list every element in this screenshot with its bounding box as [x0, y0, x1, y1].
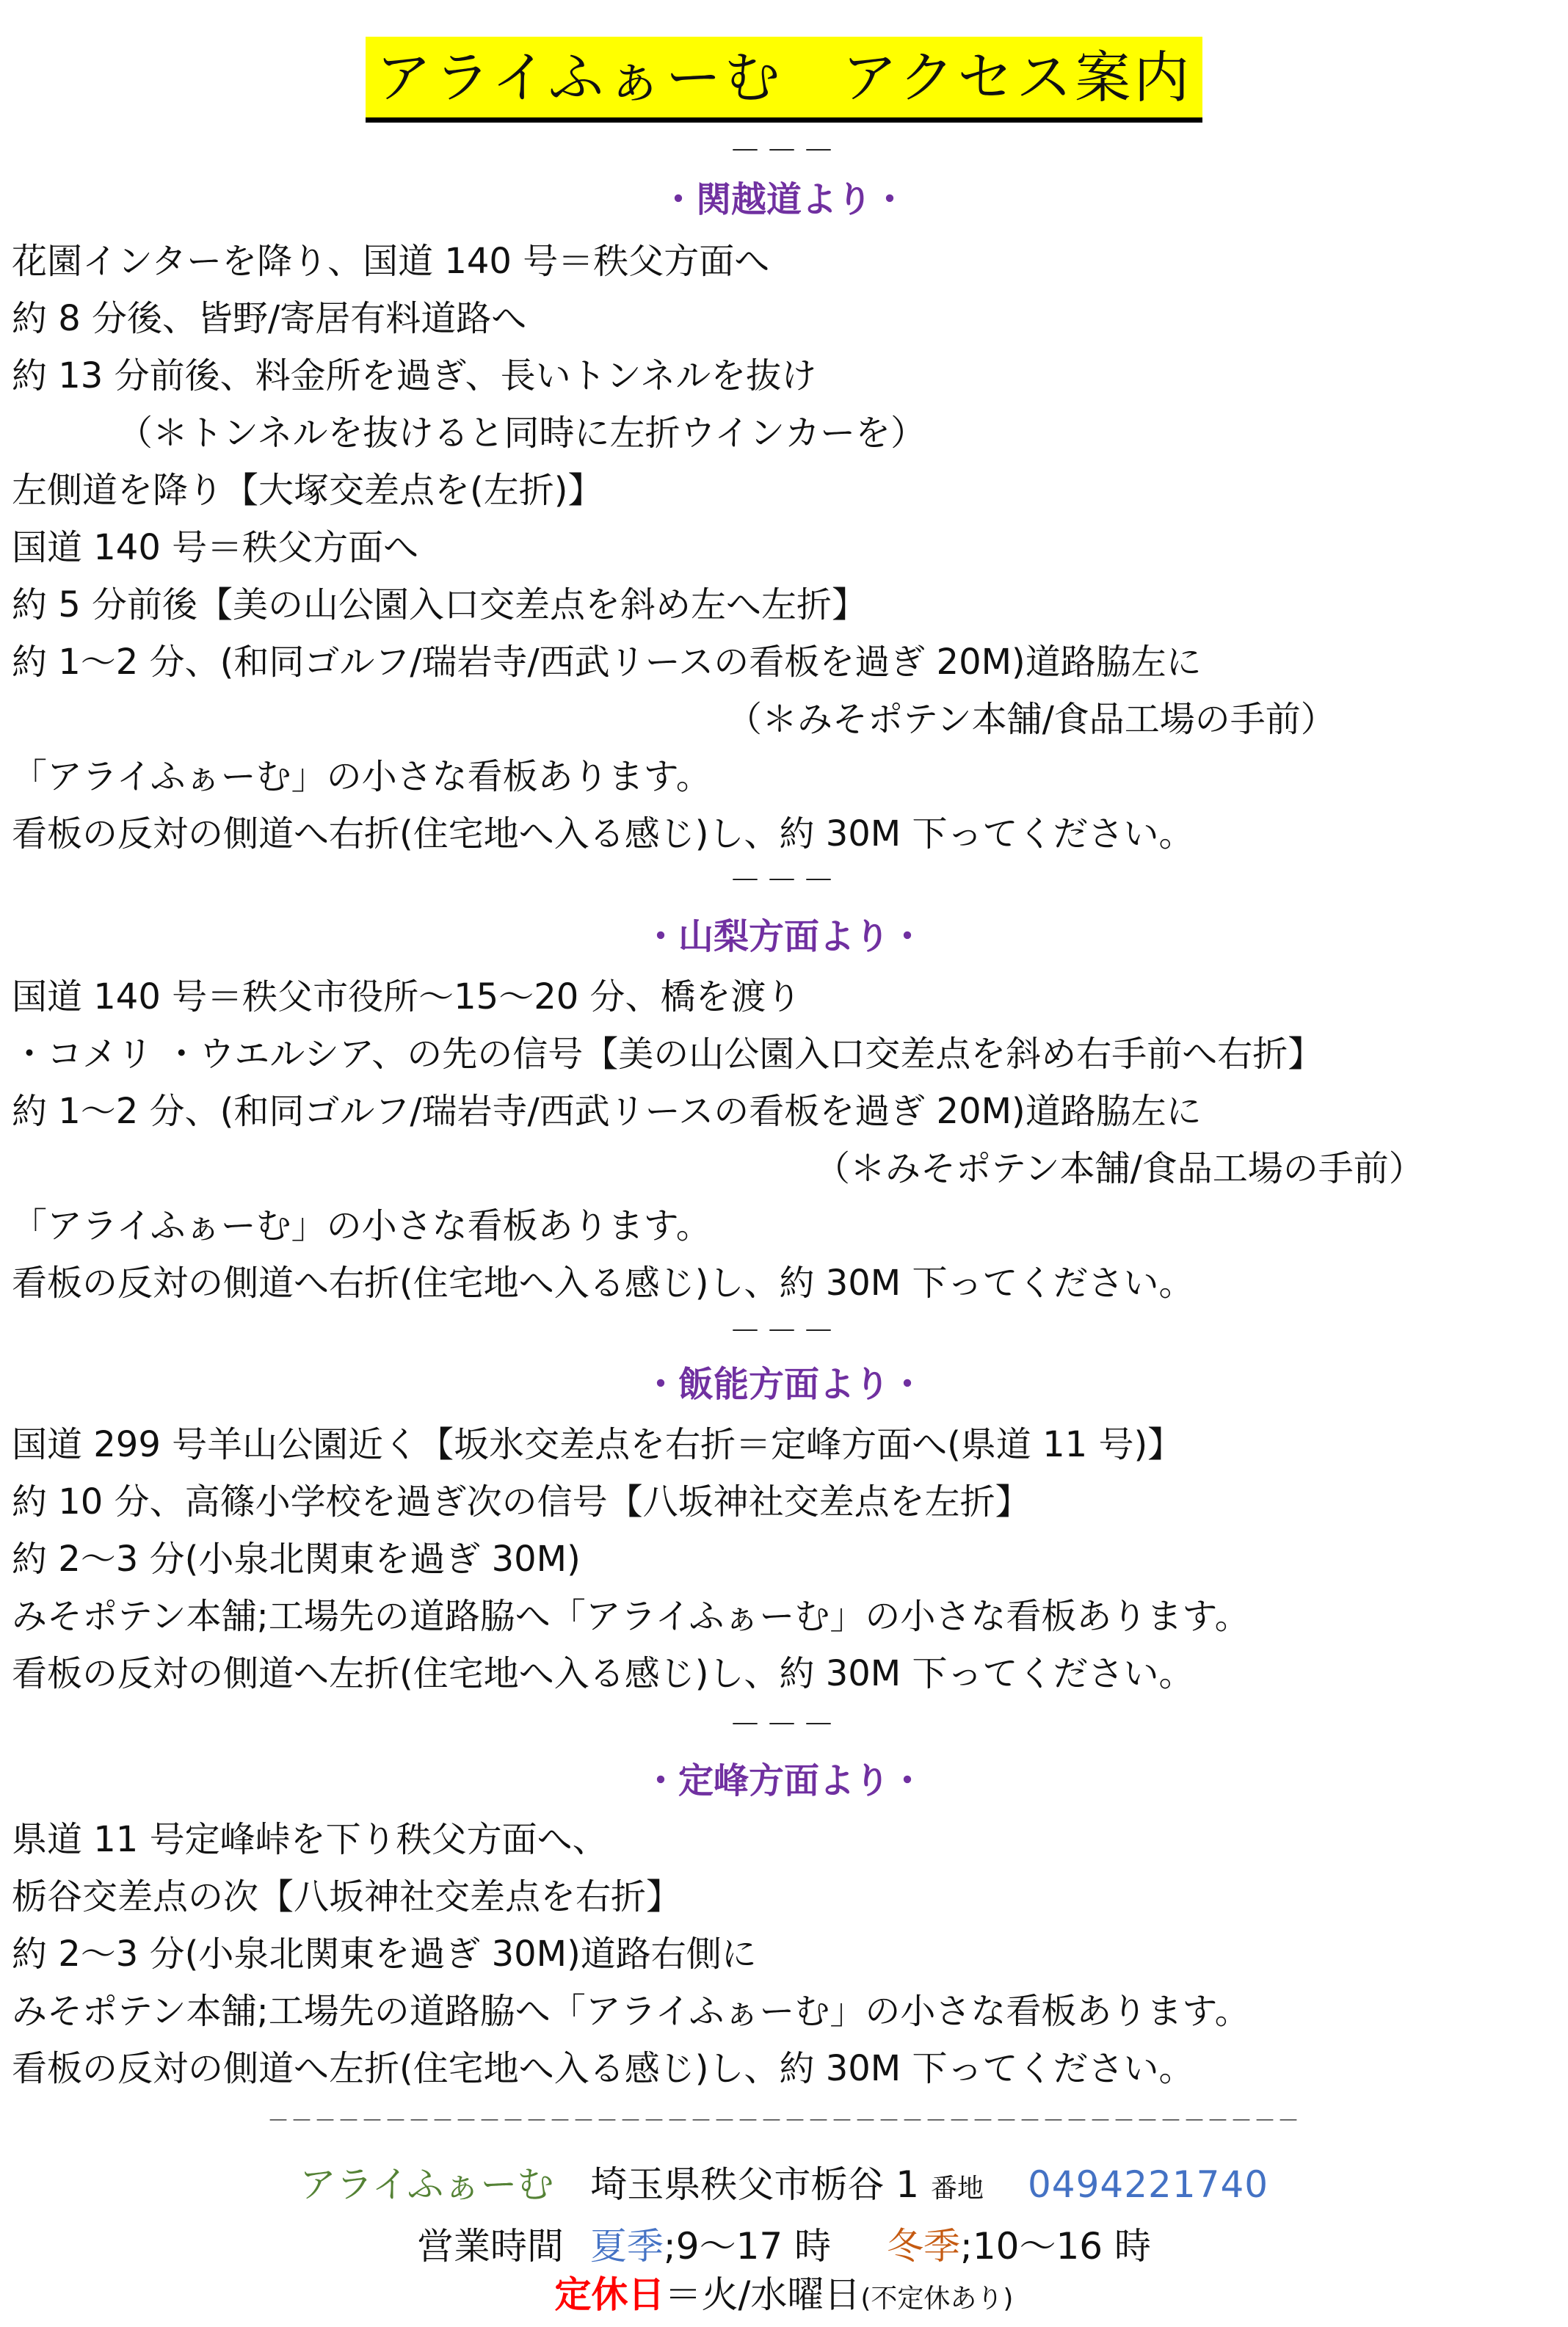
kanetsu-line: 看板の反対の側道へ右折(住宅地へ入る感じ)し、約 30M 下ってください。 [12, 813, 1194, 854]
address: 埼玉県秩父市栃谷 1 [590, 2163, 920, 2206]
section-heading-kanetsu: ・関越道より・ [660, 179, 907, 220]
footer-contact [0, 2157, 1568, 2212]
farm-name: アライふぁーむ [299, 2163, 554, 2206]
kanetsu-note: （＊トンネルを抜けると同時に左折ウインカーを） [117, 413, 926, 454]
yamanashi-line: 「アライふぁーむ」の小さな看板あります。 [12, 1205, 711, 1246]
hanno-line: 看板の反対の側道へ左折(住宅地へ入る感じ)し、約 30M 下ってください。 [12, 1653, 1194, 1694]
title-wrap [0, 37, 1568, 123]
closed-label: 定休日 [554, 2273, 665, 2316]
kanetsu-line: 約 1～2 分、(和同ゴルフ/瑞岩寺/西武リースの看板を過ぎ 20M)道路脇左に [12, 642, 1202, 683]
section-heading-yamanashi: ・山梨方面より・ [642, 916, 925, 957]
hanno-line: 約 2～3 分(小泉北関東を過ぎ 30M) [12, 1539, 581, 1580]
footer-divider: －－－－－－－－－－－－－－－－－－－－－－－－－－－－－－－－－－－－－－－－－－－－ [267, 2108, 1301, 2134]
page-title: アライふぁーむ アクセス案内 [366, 37, 1202, 123]
kanetsu-line: 左側道を降り【大塚交差点を(左折)】 [12, 470, 603, 511]
section-heading-sadamine: ・定峰方面より・ [642, 1760, 925, 1801]
separator: －－－ [729, 1706, 839, 1743]
section-heading-hanno: ・飯能方面より・ [642, 1364, 925, 1405]
separator: －－－ [729, 132, 839, 170]
yamanashi-line: 国道 140 号＝秩父市役所～15～20 分、橋を渡り [12, 976, 802, 1017]
kanetsu-line: 花園インターを降り、国道 140 号＝秩父方面へ [12, 241, 770, 282]
closed-days-value: ＝火/水曜日 [664, 2273, 861, 2316]
closed-note: (不定休あり) [860, 2284, 1014, 2314]
kanetsu-line: 約 8 分後、皆野/寄居有料道路へ [12, 298, 527, 339]
phone-number[interactable]: 0494221740 [1028, 2163, 1269, 2206]
hours-label: 営業時間 [417, 2225, 564, 2268]
sadamine-line: みそポテン本舗;工場先の道路脇へ「アライふぁーむ」の小さな看板あります。 [12, 1991, 1250, 2032]
closed-days [0, 2267, 1568, 2323]
business-hours [0, 2218, 1568, 2274]
separator: －－－ [729, 1313, 839, 1350]
sadamine-line: 県道 11 号定峰峠を下り秩父方面へ、 [12, 1819, 608, 1860]
yamanashi-line: ・コメリ ・ウエルシア、の先の信号【美の山公園入口交差点を斜め右手前へ右折】 [12, 1034, 1324, 1075]
hanno-line: みそポテン本舗;工場先の道路脇へ「アライふぁーむ」の小さな看板あります。 [12, 1596, 1250, 1637]
separator: －－－ [729, 862, 839, 899]
yamanashi-line: 約 1～2 分、(和同ゴルフ/瑞岩寺/西武リースの看板を過ぎ 20M)道路脇左に [12, 1091, 1202, 1132]
kanetsu-line: 約 5 分前後【美の山公園入口交差点を斜め左へ左折】 [12, 584, 868, 625]
winter-hours: ;10～16 時 [960, 2225, 1151, 2268]
address-suffix: 番地 [930, 2174, 984, 2204]
sadamine-line: 栃谷交差点の次【八坂神社交差点を右折】 [12, 1876, 682, 1917]
kanetsu-line: 国道 140 号＝秩父方面へ [12, 527, 419, 568]
yamanashi-note: （＊みそポテン本舗/食品工場の手前） [815, 1148, 1424, 1189]
kanetsu-line: 約 13 分前後、料金所を過ぎ、長いトンネルを抜け [12, 355, 817, 396]
yamanashi-line: 看板の反対の側道へ右折(住宅地へ入る感じ)し、約 30M 下ってください。 [12, 1263, 1194, 1304]
hanno-line: 国道 299 号羊山公園近く【坂氷交差点を右折＝定峰方面へ(県道 11 号)】 [12, 1424, 1183, 1465]
summer-hours: ;9～17 時 [663, 2225, 832, 2268]
winter-label: 冬季 [887, 2225, 960, 2268]
kanetsu-line: 「アライふぁーむ」の小さな看板あります。 [12, 756, 711, 797]
kanetsu-note: （＊みそポテン本舗/食品工場の手前） [727, 699, 1336, 740]
summer-label: 夏季 [589, 2225, 664, 2268]
sadamine-line: 看板の反対の側道へ左折(住宅地へ入る感じ)し、約 30M 下ってください。 [12, 2048, 1194, 2089]
hanno-line: 約 10 分、高篠小学校を過ぎ次の信号【八坂神社交差点を左折】 [12, 1481, 1031, 1522]
sadamine-line: 約 2～3 分(小泉北関東を過ぎ 30M)道路右側に [12, 1934, 757, 1975]
